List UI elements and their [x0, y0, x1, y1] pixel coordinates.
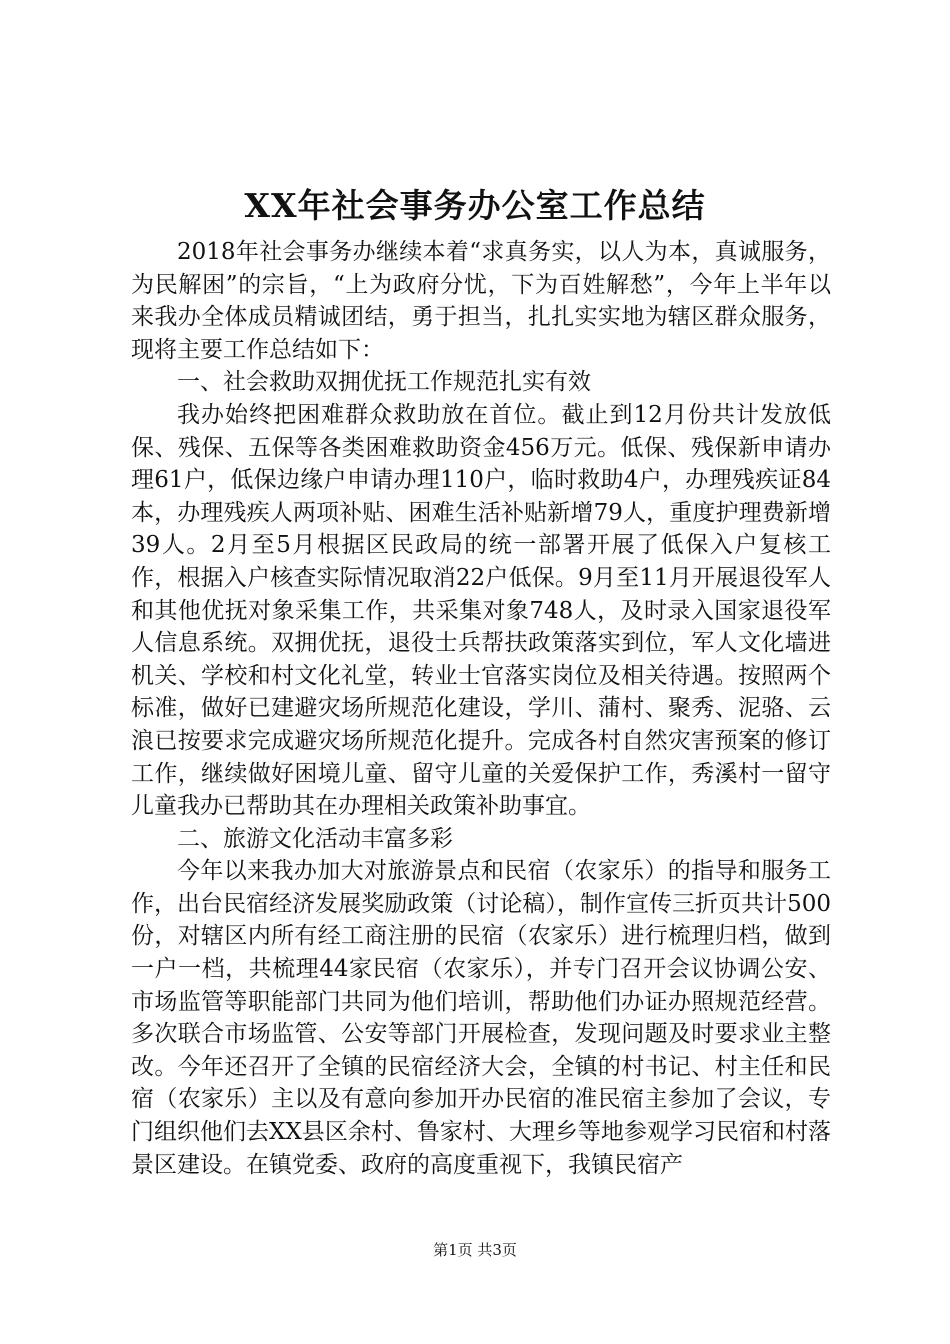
intro-paragraph: 2018年社会事务办继续本着“求真务实，以人为本，真诚服务，为民解困”的宗旨，“上为政府分忧，下为百姓解愁”，今年上半年以来我办全体成员精诚团结，勇于担当，扎扎实实地为辖区群众服务，现将主要工作总结如下： — [131, 239, 831, 363]
section-paragraph-2: 今年以来我办加大对旅游景点和民宿（农家乐）的指导和服务工作，出台民宿经济发展奖励政策（讨论稿），制作宣传三折页共计500份，对辖区内所有经工商注册的民宿（农家乐）进行梳理归档，做到一户一档，共梳理44家民宿（农家乐），并专门召开会议协调公安、市场监管等职能部门共同为他们培训，帮助他们办证办照规范经营。多次联合市场监管、公安等部门开展检查，发现问题及时要求业主整改。今年还召开了全镇的民宿经济大会，全镇的村书记、村主任和民宿（农家乐）主以及有意向参加开办民宿的准民宿主参加了会议，专门组织他们去XX县区余村、鲁家村、大理乡等地参观学习民宿和村落景区建设。在镇党委、政府的高度重视下，我镇民宿产 — [131, 858, 831, 1178]
section-heading-1: 一、社会救助双拥优抚工作规范扎实有效 — [177, 369, 591, 396]
document-body — [131, 236, 831, 1181]
page-footer: 第1页 共3页 — [433, 1241, 517, 1259]
section-heading-2: 二、旅游文化活动丰富多彩 — [177, 825, 453, 852]
document-title: XX年社会事务办公室工作总结 — [244, 186, 706, 225]
section-paragraph-1: 我办始终把困难群众救助放在首位。截止到12月份共计发放低保、残保、五保等各类困难救助资金456万元。低保、残保新申请办理61户，低保边缘户申请办理110户，临时救助4户，办理残疾证84本，办理残疾人两项补贴、困难生活补贴新增79人，重度护理费新增39人。2月至5月根据区民政局的统一部署开展了低保入户复核工作，根据入户核查实际情况取消22户低保。9月至11月开展退役军人和其他优抚对象采集工作，共采集对象748人，及时录入国家退役军人信息系统。双拥优抚，退役士兵帮扶政策落实到位，军人文化墙进机关、学校和村文化礼堂，转业士官落实岗位及相关待遇。按照两个标准，做好已建避灾场所规范化建设，学川、蒲村、聚秀、泥骆、云浪已按要求完成避灾场所规范化提升。完成各村自然灾害预案的修订工作，继续做好困境儿童、留守儿童的关爱保护工作，秀溪村一留守儿童我办已帮助其在办理相关政策补助事宜。 — [131, 401, 831, 820]
